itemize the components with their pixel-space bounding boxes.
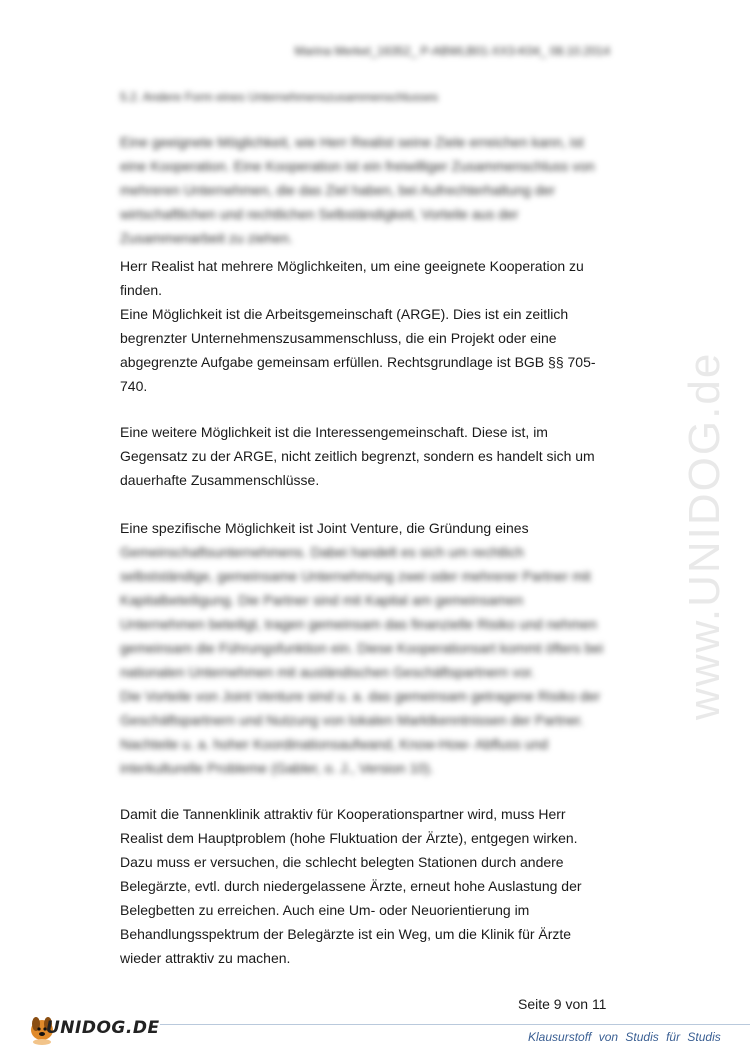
paragraph-arge (120, 254, 620, 398)
text-line: Eine geeignete Möglichkeit, wie Herr Realist seine Ziele erreichen kann, ist (120, 134, 584, 150)
text-line: selbstständige, gemeinsame Unternehmung zwei oder mehrerer Partner mit (120, 568, 591, 584)
text-line: Gemeinschaftsunternehmens. Dabei handelt es sich um rechtlich (120, 544, 524, 560)
text-line: Belegärzte, evtl. durch niedergelassene Ärzte, erneut hohe Auslastung der (120, 878, 582, 894)
text-line: Unternehmen beteiligt, tragen gemeinsam das finanzielle Risiko und nehmen (120, 616, 598, 632)
text-line: Damit die Tannenklinik attraktiv für Kooperationspartner wird, muss Herr (120, 806, 566, 822)
paragraph-interessengemeinschaft (120, 420, 620, 492)
page-number: Seite 9 von 11 (518, 996, 607, 1012)
text-line: Kapitalbeteiligung. Die Partner sind mit Kapital am gemeinsamen (120, 592, 524, 608)
text-line: abgegrenzte Aufgabe gemeinsam erfüllen. Rechtsgrundlage ist BGB §§ 705- (120, 354, 596, 370)
text-line: Behandlungsspektrum der Belegärzte ist ein Weg, um die Klinik für Ärzte (120, 926, 572, 942)
text-line: Gegensatz zu der ARGE, nicht zeitlich begrenzt, sondern es handelt sich um (120, 448, 595, 464)
watermark: www.UNIDOG.de (680, 351, 729, 720)
section-title: 5.2. Andere Form eines Unternehmenszusammenschlusses (120, 90, 439, 104)
text-line: dauerhafte Zusammenschlüsse. (120, 472, 320, 488)
text-line: gemeinsam die Führungsfunktion ein. Diese Kooperationsart kommt öfters bei (120, 640, 604, 656)
paragraph-joint-venture-blurred (120, 540, 620, 780)
text-line: Realist dem Hauptproblem (hohe Fluktuation der Ärzte), entgegen wirken. (120, 830, 578, 846)
text-line: Herr Realist hat mehrere Möglichkeiten, um eine geeignete Kooperation zu (120, 258, 584, 274)
text-line: wirtschaftlichen und rechtlichen Selbständigkeit, Vorteile aus der (120, 206, 519, 222)
text-line: Zusammenarbeit zu ziehen. (120, 230, 293, 246)
footer-divider (160, 1024, 750, 1025)
text-line: nationalen Unternehmen mit ausländischen Geschäftspartnern vor. (120, 664, 535, 680)
logo-text: UNIDOG.DE (46, 1018, 160, 1038)
text-line: Geschäftspartnern und Nutzung von lokalen Marktkenntnissen der Partner. (120, 712, 584, 728)
text-line: wieder attraktiv zu machen. (120, 950, 291, 966)
text-line: mehreren Unternehmen, die das Ziel haben, bei Aufrechterhaltung der (120, 182, 556, 198)
footer-slogan: Klausurstoff von Studis für Studis (528, 1030, 721, 1044)
text-line: finden. (120, 282, 163, 298)
text-line: Eine spezifische Möglichkeit ist Joint Venture, die Gründung eines (120, 520, 529, 536)
text-line: Nachteile u. a. hoher Koordinationsaufwand, Know-How- Abfluss und (120, 736, 549, 752)
text-line: eine Kooperation. Eine Kooperation ist ein freiwilliger Zusammenschluss von (120, 158, 595, 174)
text-line: Die Vorteile von Joint Venture sind u. a. das gemeinsam getragene Risiko der (120, 688, 601, 704)
header-meta: Marina Merkel_16352_ P-ABWLB01-XX3-K04_ 08.10.2014 (294, 44, 610, 58)
text-line: 740. (120, 378, 148, 394)
paragraph-joint-venture-first-line (120, 516, 620, 540)
text-line: Eine weitere Möglichkeit ist die Interessengemeinschaft. Diese ist, im (120, 424, 548, 440)
text-line: Eine Möglichkeit ist die Arbeitsgemeinschaft (ARGE). Dies ist ein zeitlich (120, 306, 569, 322)
text-line: Dazu muss er versuchen, die schlecht belegten Stationen durch andere (120, 854, 564, 870)
text-line: begrenzter Unternehmenszusammenschluss, die ein Projekt oder eine (120, 330, 557, 346)
text-line: interkulturelle Probleme (Gabler, o. J., Version 10). (120, 760, 434, 776)
paragraph-kooperation-definition (120, 130, 620, 250)
text-line: Belegbetten zu erreichen. Auch eine Um- oder Neuorientierung im (120, 902, 530, 918)
paragraph-tannenklinik (120, 802, 620, 970)
